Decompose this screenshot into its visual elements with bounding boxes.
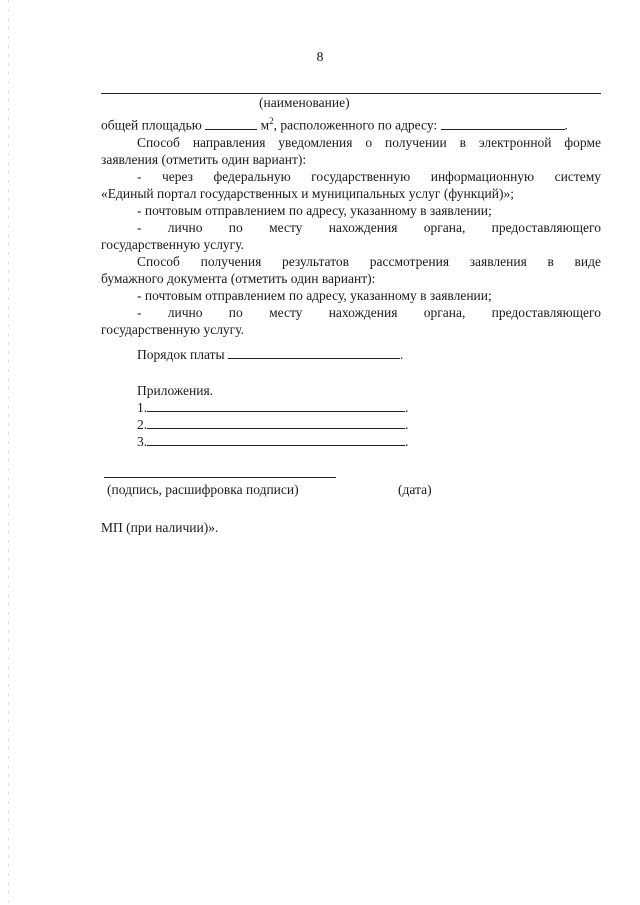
notification-option3-line2: государственную услугу.	[101, 237, 244, 252]
attachment-end: .	[405, 400, 409, 415]
notification-option1-line2: «Единый портал государственных и муниципальных услуг (функций)»;	[101, 186, 514, 201]
payment-label: Порядок платы	[137, 347, 225, 362]
payment-blank	[228, 346, 400, 359]
attachment-blank	[147, 416, 405, 429]
area-prefix: общей площадью	[101, 117, 202, 133]
signature-caption: (подпись, расшифровка подписи)	[107, 482, 299, 497]
notification-option1-line1: - через федеральную государственную информационную систему	[137, 169, 601, 184]
notification-heading-line1: Способ направления уведомления о получении в электронной форме	[137, 135, 601, 150]
attachment-item-1	[137, 399, 409, 417]
results-option2-line1: - лично по месту нахождения органа, предоставляющего	[137, 305, 601, 320]
attachment-number: 1.	[137, 400, 148, 415]
attachments-title: Приложения.	[137, 383, 214, 398]
date-caption: (дата)	[398, 482, 432, 497]
results-option2-line2: государственную услугу.	[101, 322, 244, 337]
notification-option3-line1: - лично по месту нахождения органа, предоставляющего	[137, 220, 601, 235]
area-suffix: , расположенного по адресу:	[273, 117, 438, 133]
name-fill-line	[101, 93, 601, 94]
results-heading-line1: Способ получения результатов рассмотрения заявления в виде	[137, 254, 601, 269]
payment-line	[137, 346, 403, 364]
attachment-blank	[147, 399, 405, 412]
area-end: .	[564, 117, 568, 133]
area-line	[101, 112, 568, 135]
area-unit: м	[260, 117, 270, 133]
address-blank	[441, 117, 565, 130]
attachment-end: .	[405, 434, 409, 449]
area-unit-power: 2	[269, 116, 274, 126]
payment-end: .	[399, 347, 404, 362]
attachment-number: 2.	[137, 417, 148, 432]
signature-line	[104, 477, 336, 478]
name-caption: (наименование)	[259, 95, 350, 110]
attachment-end: .	[405, 417, 409, 432]
notification-heading-line2: заявления (отметить один вариант):	[101, 152, 307, 167]
attachment-blank	[147, 433, 405, 446]
stamp-text: МП (при наличии)».	[101, 520, 219, 535]
attachment-item-3	[137, 433, 409, 451]
results-heading-line2: бумажного документа (отметить один вариант):	[101, 271, 376, 286]
attachment-number: 3.	[137, 434, 148, 449]
attachment-item-2	[137, 416, 409, 434]
results-option1: - почтовым отправлением по адресу, указанному в заявлении;	[137, 288, 492, 303]
scan-edge-artifact	[8, 0, 9, 905]
notification-option2: - почтовым отправлением по адресу, указанному в заявлении;	[137, 203, 492, 218]
area-blank	[205, 117, 257, 130]
page-number: 8	[316, 50, 324, 65]
